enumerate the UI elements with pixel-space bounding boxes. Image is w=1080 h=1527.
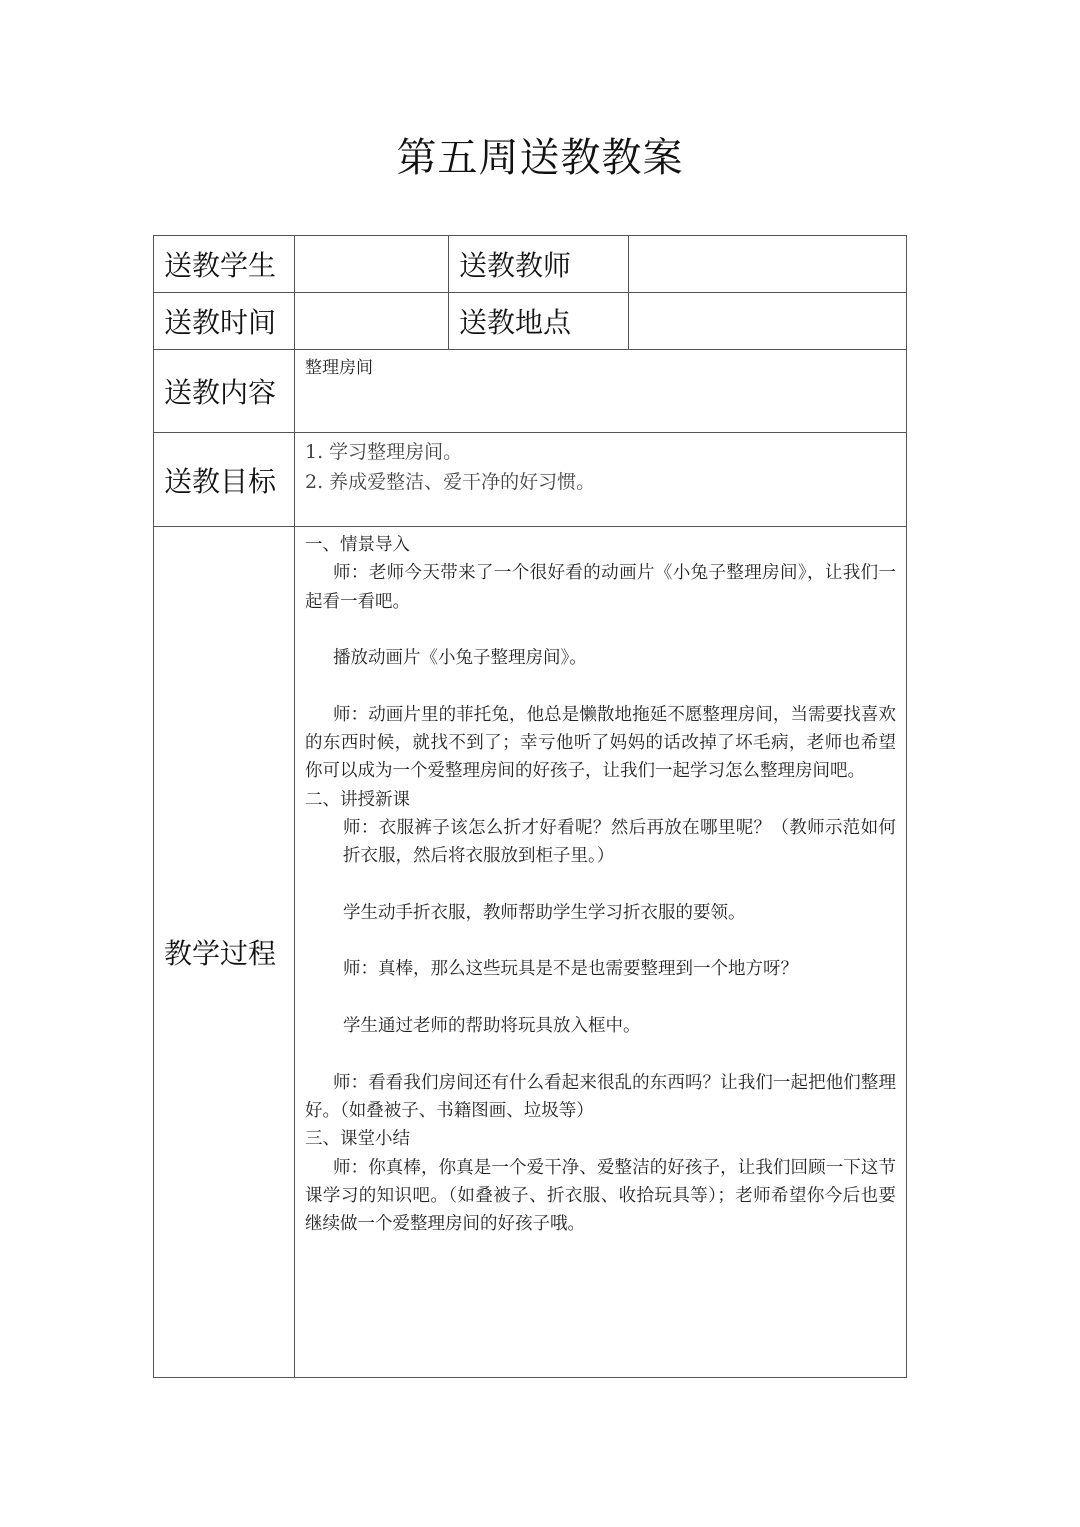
paragraph: 师：衣服裤子该怎么折才好看呢？然后再放在哪里呢？（教师示范如何折衣服，然后将衣服放到柜子里。）	[343, 817, 896, 867]
paragraph: 师：老师今天带来了一个很好看的动画片《小兔子整理房间》，让我们一起看一看吧。	[305, 563, 896, 612]
student-label: 送教学生	[154, 236, 295, 293]
teacher-label: 送教教师	[449, 236, 629, 293]
section-heading: 一、情景导入	[305, 535, 410, 555]
time-value	[295, 293, 449, 350]
paragraph: 师：动画片里的菲托兔，他总是懒散地拖延不愿整理房间，当需要找喜欢的东西时候，就找不到了；幸亏他听了妈妈的话改掉了坏毛病，老师也希望你可以成为一个爱整理房间的好孩子，让我们一起学习怎么整理房间吧。	[305, 704, 896, 782]
paragraph: 学生动手折衣服，教师帮助学生学习折衣服的要领。	[343, 902, 746, 923]
process-content	[295, 527, 907, 1378]
goal-label: 送教目标	[154, 433, 295, 527]
content-label: 送教内容	[154, 350, 295, 433]
table-row	[154, 350, 907, 433]
table-row	[154, 433, 907, 527]
goal-item: 1. 学习整理房间。	[305, 441, 463, 463]
time-label: 送教时间	[154, 293, 295, 350]
lesson-plan-table	[153, 235, 907, 1378]
location-label: 送教地点	[449, 293, 629, 350]
process-label: 教学过程	[154, 527, 295, 1378]
section-heading: 二、讲授新课	[305, 789, 410, 810]
paragraph: 播放动画片《小兔子整理房间》。	[333, 648, 587, 669]
paragraph: 师：看看我们房间还有什么看起来很乱的东西吗？让我们一起把他们整理好。（如叠被子、书籍图画、垃圾等）	[305, 1072, 896, 1121]
table-row	[154, 293, 907, 350]
student-value	[295, 236, 449, 293]
paragraph: 学生通过老师的帮助将玩具放入框中。	[343, 1016, 641, 1037]
content-value: 整理房间	[295, 350, 907, 433]
teacher-value	[629, 236, 907, 293]
page-title: 第五周送教教案	[396, 135, 684, 181]
section-heading: 三、课堂小结	[305, 1129, 410, 1150]
table-row	[154, 527, 907, 1378]
location-value	[629, 293, 907, 350]
paragraph: 师：真棒，那么这些玩具是不是也需要整理到一个地方呀？	[343, 959, 798, 980]
goal-item: 2. 养成爱整洁、爱干净的好习惯。	[305, 471, 596, 493]
table-row	[154, 236, 907, 293]
goal-list	[295, 433, 907, 527]
paragraph: 师：你真棒，你真是一个爱干净、爱整洁的好孩子，让我们回顾一下这节课学习的知识吧。（如叠被子、折衣服、收拾玩具等）；老师希望你今后也要继续做一个爱整理房间的好孩子哦。	[305, 1157, 896, 1235]
